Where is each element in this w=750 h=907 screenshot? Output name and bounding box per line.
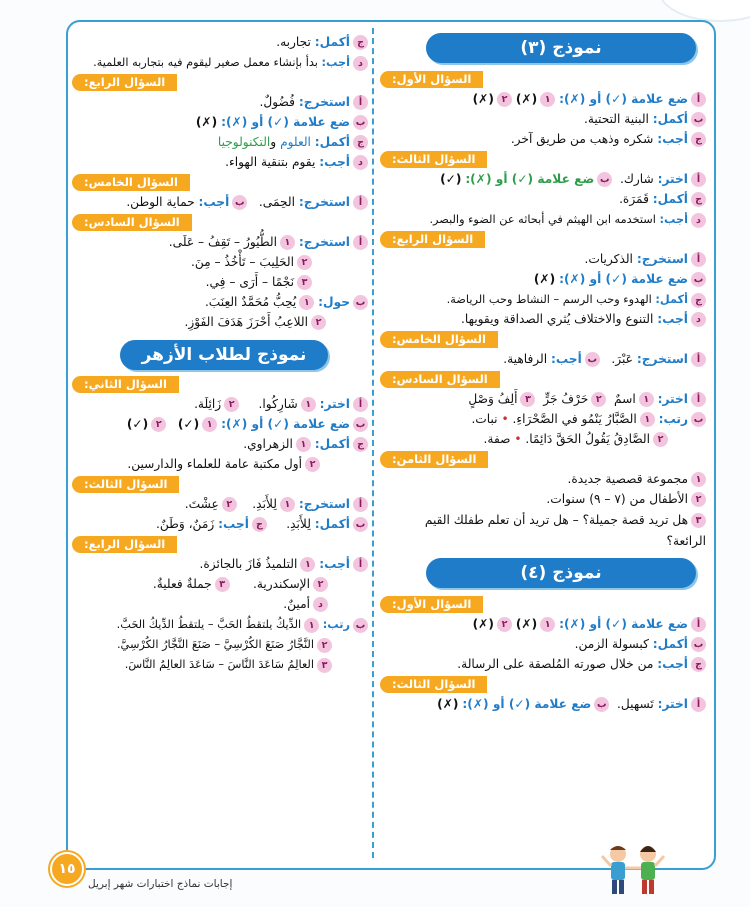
section-header: السؤال الثالث: [72,476,368,493]
answer-row: جأكمل: ١الزهراوي. [72,435,368,454]
column-divider [372,28,374,858]
answer-row: برتب: ١الدِّيكُ يلتقطُ الحَبَّ – يلتقطُ الدِّيكُ الحَبَّ. [72,615,368,634]
section-header: السؤال الثالث: [380,676,706,693]
answer-row: ٣هل تريد قصة جميلة؟ – هل تريد أن تعلم طفلك القيم الرائعة؟ [424,513,706,548]
section-header: السؤال الأول: [380,71,706,88]
answer-row: أأجب: ١التلميذُ فَازَ بالجائزة. [72,555,368,574]
answer-row: أاستخرج: فُضُولٌ. [72,93,368,112]
model-3-title: نموذج (٣) [426,33,696,63]
section-header: السؤال الأول: [380,596,706,613]
answer-row: ١مجموعة قصصية جديدة. [380,470,706,489]
answer-row: أاستخرج: الحِمَى. بأجب: حماية الوطن. [72,193,368,212]
answer-row: بضع علامة (✓) أو (✗): (✗) [72,113,368,132]
answer-row: أاختر: ١شَارِكُوا. ٢زَائِلَة. [72,395,368,414]
answer-row: ٢الحَلِيبَ – تَأْخُذُ – مِنَ. [72,253,368,272]
answer-row: ٣نَجْمًا – أَرَى – فِي. [72,273,368,292]
answer-row: أاختر: تَسهيل. بضع علامة (✓) أو (✗): (✗) [380,695,706,714]
answer-row: جأجب: شكره وذهب من طريق آخر. [380,130,706,149]
answer-row: أاستخرج: عَبْرَ. بأجب: الرفاهية. [380,350,706,369]
answer-row: بأكمل: لِلأَبَدِ. جأجب: زَمَنٌ، وَطَنٌ. [72,515,368,534]
answer-row: ٢أول مكتبة عامة للعلماء والدارسين. [72,455,368,474]
section-header: السؤال السادس: [380,371,706,388]
answer-row: أضع علامة (✓) أو (✗): ١(✗) ٢(✗) [380,615,706,634]
answer-row: ٢النَّجَّارُ صَنَعَ الكُرْسِيَّ – صَنَعَ النَّجَّارُ الكُرْسِيَّ. [72,635,368,654]
kids-illustration [596,840,670,904]
answer-row: بأكمل: كبسولة الزمن. [380,635,706,654]
answer-row: أاختر: ١اسمٌ ٢حَرْفُ جَرٍّ ٣أَلِفُ وَصْلٍ [380,390,706,409]
section-header: السؤال الخامس: [72,174,368,191]
section-header: السؤال الرابع: [380,231,706,248]
answer-row: جأكمل: تجاربه. [72,33,368,52]
answer-row: دأجب: يقوم بتنقية الهواء. [72,153,368,172]
model-4-title: نموذج (٤) [426,558,696,588]
answer-row: أاختر: شارك. بضع علامة (✓) أو (✗): (✓) [380,170,706,189]
answer-row: جأكمل: قَمَرَة. [380,190,706,209]
answer-row: أاستخرج: ١لِلأَبَدِ. ٢عِشْتَ. [72,495,368,514]
right-column [380,30,706,715]
footer-text: إجابات نماذج اختبارات شهر إبريل [88,878,233,890]
answer-row: جأكمل: الهدوء وحب الرسم – النشاط وحب الرياضة. [380,290,706,309]
answer-row: دأمينٌ. [72,595,368,614]
answer-row: ٢الأطفال من (٧ – ٩) سنوات. [380,490,706,509]
answer-row: أضع علامة (✓) أو (✗): ١(✗) ٢(✗) [380,90,706,109]
answer-row: أاستخرج: ١الطُّيُورُ – تَقِفُ – عَلَى. [72,233,368,252]
answer-row: ٢الصَّادِقُ يَقُولُ الحَقَّ دَائِمًا. • صفة. [380,430,706,449]
answer-row: جأكمل: العلوم والتكنولوجيا [72,133,368,152]
page-corner-decoration [660,0,750,20]
answer-row: برتب: ١الصَّبَّارُ يَنْمُو في الصَّحْرَاءِ. • نبات. [380,410,706,429]
answer-row: بضع علامة (✓) أو (✗): ١(✓) ٢(✓) [72,415,368,434]
section-header: السؤال الخامس: [380,331,706,348]
page-number: ١٥ [50,852,84,886]
answer-row: بضع علامة (✓) أو (✗): (✗) [380,270,706,289]
azhar-model-title: نموذج لطلاب الأزهر [120,340,328,370]
section-header: السؤال السادس: [72,214,368,231]
answer-row: أاستخرج: الذكريات. [380,250,706,269]
answer-row: ٣العالِمُ سَاعَدَ النَّاسَ – سَاعَدَ العالِمُ النَّاسَ. [72,655,368,674]
section-header: السؤال الثالث: [380,151,706,168]
answer-row: بحول: ١يُحِبُّ مُحَمَّدٌ العِنَبَ. [72,293,368,312]
section-header: السؤال الثامن: [380,451,706,468]
section-header: السؤال الثاني: [72,376,368,393]
answer-row: بأكمل: البنية التحتية. [380,110,706,129]
section-header: السؤال الرابع: [72,74,368,91]
answer-row: ٢اللاعِبُ أَحْرَزَ هَدَفَ الفَوْزِ. [72,313,368,332]
section-header: السؤال الرابع: [72,536,368,553]
answer-row: جأجب: من خلال صورته المُلصقة على الرسالة. [380,655,706,674]
answer-row: ٢الإسكندرية. ٣جملةٌ فعليةٌ. [72,575,368,594]
answer-row: دأجب: التنوع والاختلاف يُثري الصداقة ويقويها. [380,310,706,329]
answer-row: دأجب: استخدمه ابن الهيثم في أبحاثه عن الضوء والبصر. [380,210,706,229]
left-column [72,30,368,675]
answer-row: دأجب: بدأ بإنشاء معمل صغير ليقوم فيه بتجاربه العلمية. [72,53,368,72]
